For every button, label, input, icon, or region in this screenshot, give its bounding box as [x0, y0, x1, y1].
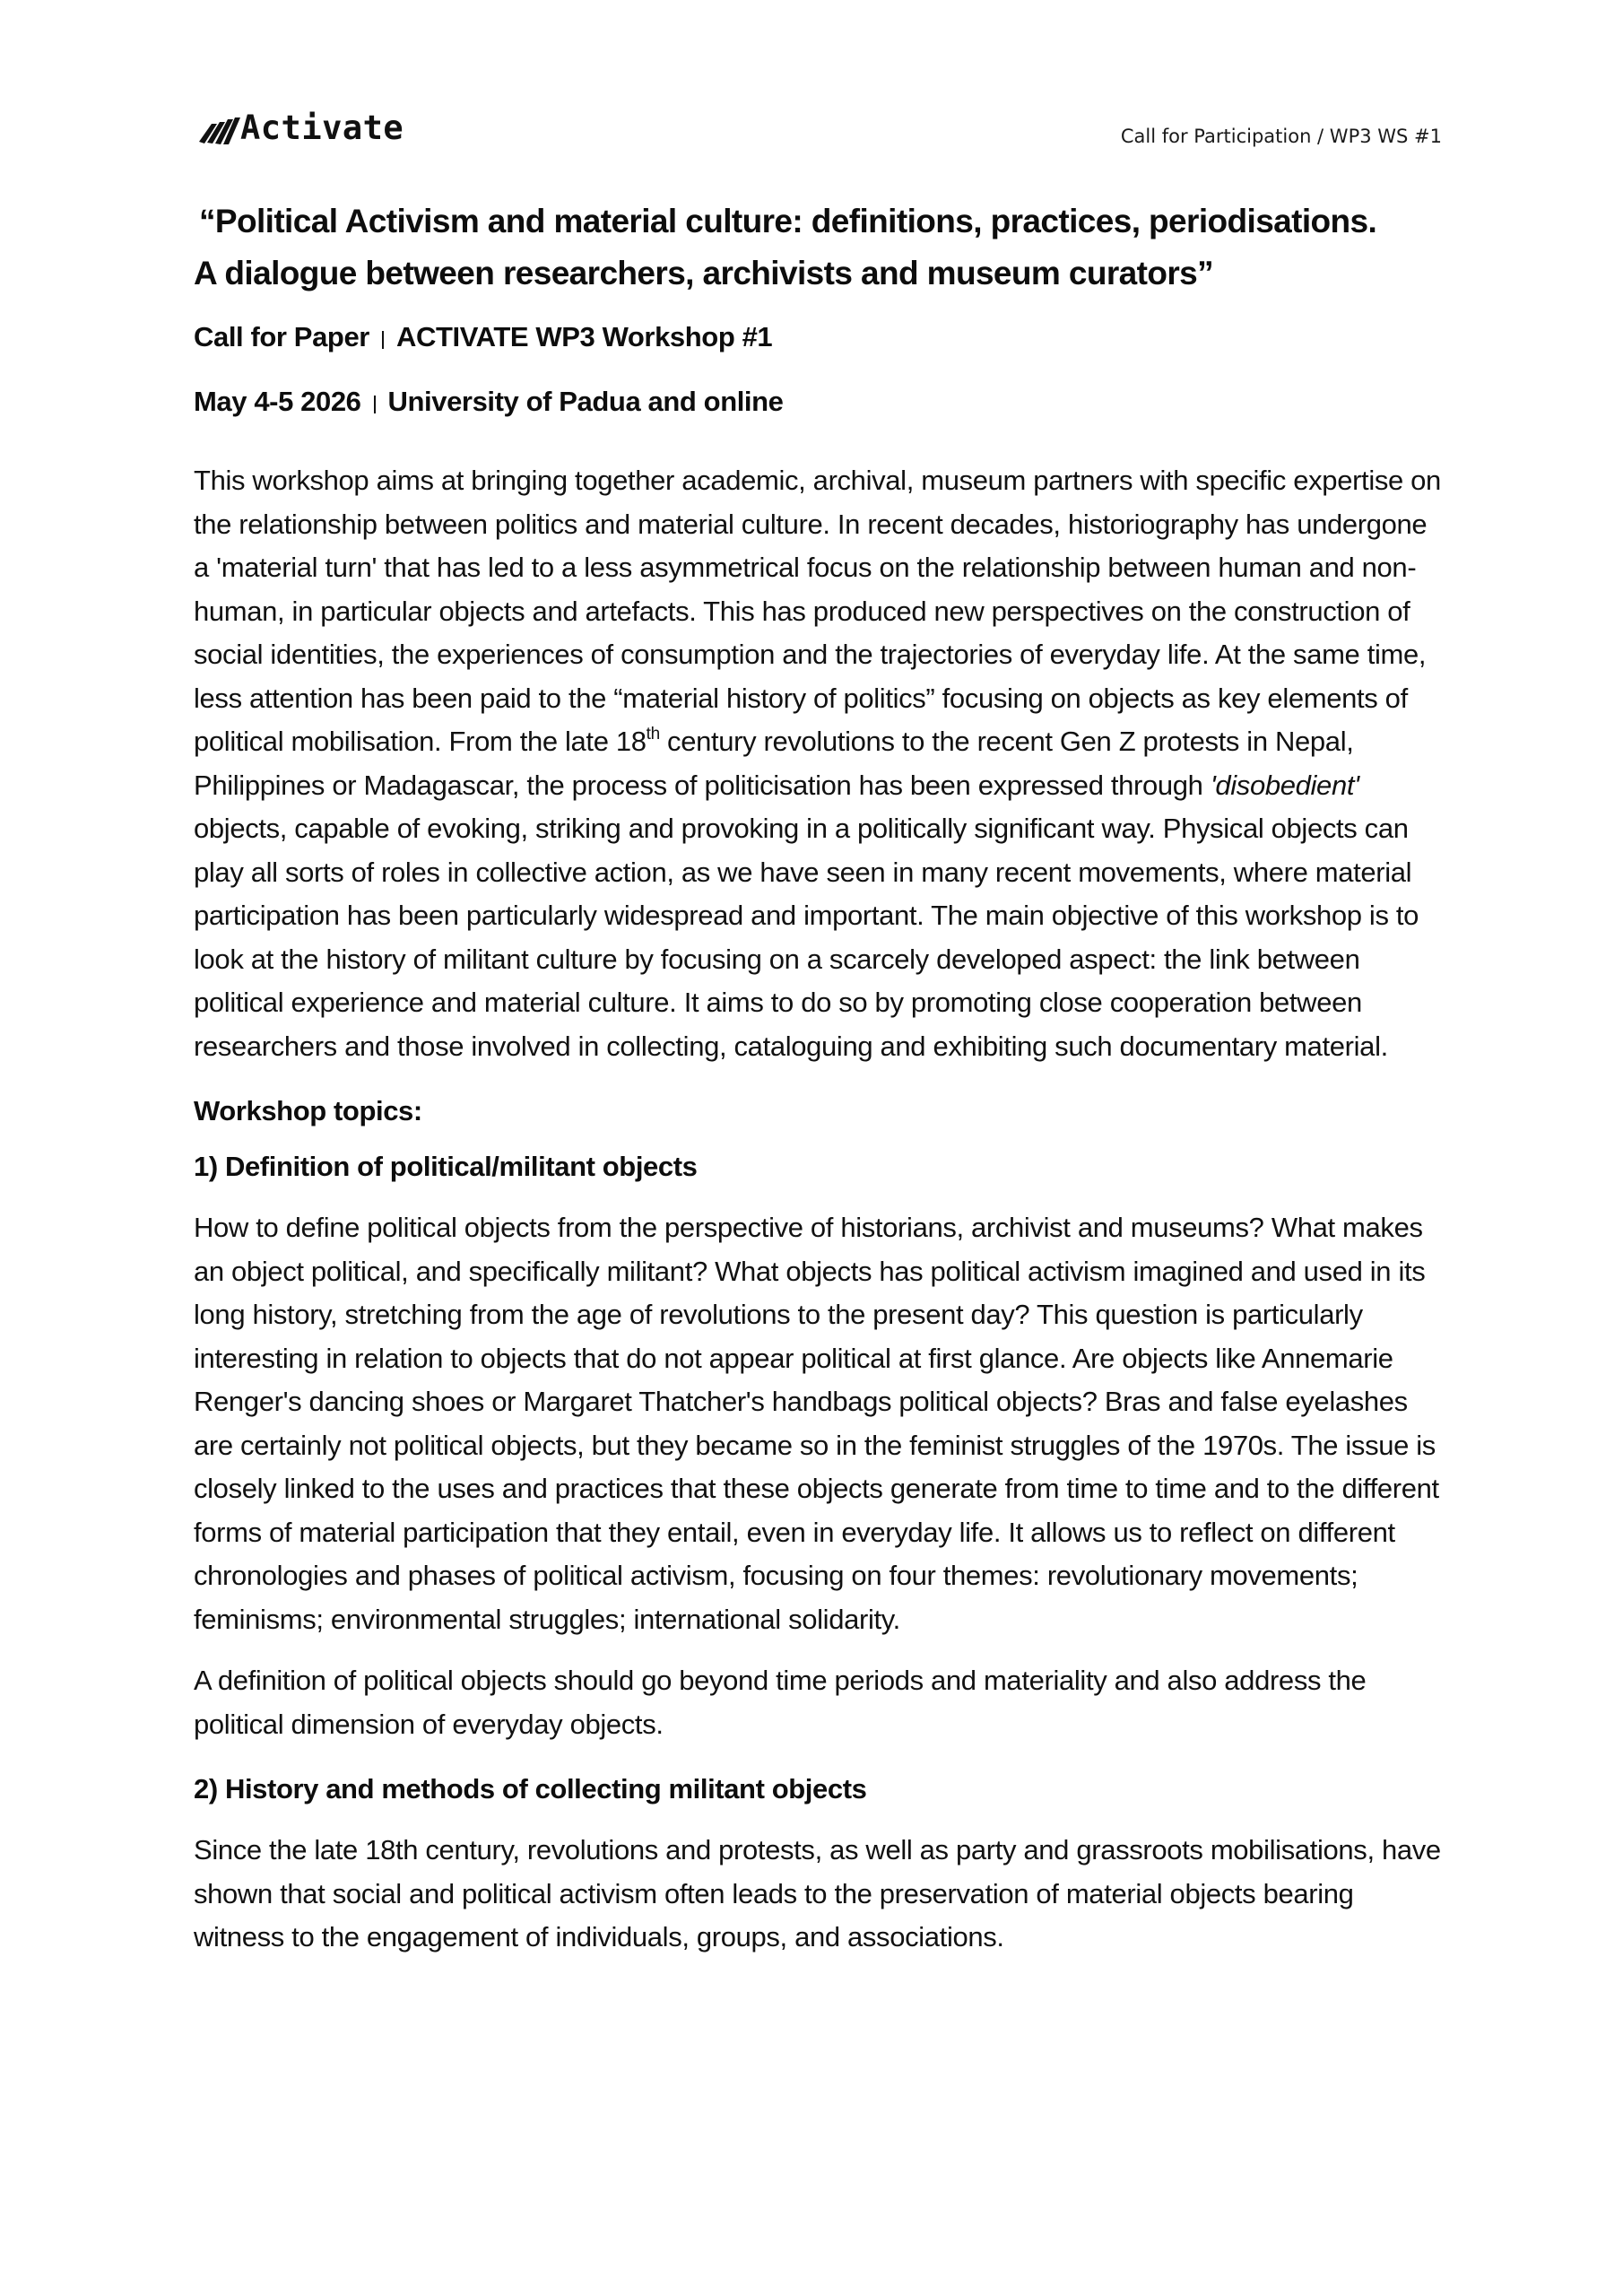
topic-1-paragraph-1: How to define political objects from the perspective of historians, archivist and museums? What makes an object political, and specifically militant? What objects has political activism imagined and used in its long history, stretching from the age of revolutions to the present day? This question is particularly interesting in relation to objects that do not appear political at first glance. Are objects like Annemarie Renger's dancing shoes or Margaret Thatcher's handbags political objects? Bras and false eyelashes are certainly not political objects, but they became so in the feminist struggles of the 1970s. The issue is closely linked to the uses and practices that these objects generate from time to time and to the different forms of material participation that they entail, even in everyday life. It allows us to reflect on different chronologies and phases of political activism, focusing on four themes: revolutionary movements; feminisms; environmental struggles; international solidarity. [194, 1212, 1439, 1635]
intro-text-3: objects, capable of evoking, striking and provoking in a politically significant way. Physical objects can play all sorts of roles in collective action, as we have seen in many recent movements, where material participation has been particularly widespread and important. The main objective of this workshop is to look at the history of militant culture by focusing on a scarcely developed aspect: the link between political experience and material culture. It aims to do so by promoting close cooperation between researchers and those involved in collecting, cataloguing and exhibiting such documentary material. [194, 813, 1419, 1062]
page-header [0, 0, 1623, 179]
topic-2-heading: 2) History and methods of collecting militant objects [194, 1773, 867, 1805]
date-location-line [194, 386, 1449, 418]
intro-text-2: century revolutions to the recent Gen Z protests in Nepal, Philippines or Madagascar, the process of politicisation has been expressed through [194, 726, 1354, 801]
topic-2-paragraph-1: Since the late 18th century, revolutions and protests, as well as party and grassroots mobilisations, have shown that social and political activism often leads to the preservation of material objects bearing witness to the engagement of individuals, groups, and associations. [194, 1834, 1441, 1952]
activate-logo [199, 106, 404, 149]
intro-paragraph [194, 459, 1449, 1068]
event-name: ACTIVATE WP3 Workshop #1 [395, 321, 773, 352]
title-line-1: “Political Activism and material culture: definitions, practices, periodisations. [199, 203, 1377, 239]
document-body [194, 196, 1449, 1960]
event-location: University of Padua and online [387, 386, 784, 417]
activate-stripes-logo-icon [199, 115, 240, 145]
call-type-line [194, 321, 1449, 353]
title-line-2: A dialogue between researchers, archivists and museum curators” [194, 255, 1214, 291]
logo-text: Activate [240, 108, 404, 147]
document-label: Call for Participation / WP3 WS #1 [1120, 126, 1442, 147]
intro-text-1: This workshop aims at bringing together academic, archival, museum partners with specific expertise on the relationship between politics and material culture. In recent decades, historiography has undergone a 'material turn' that has led to a less asymmetrical focus on the relationship between human and non-human, in particular objects and artefacts. This has produced new perspectives on the construction of social identities, the experiences of consumption and the trajectories of everyday life. At the same time, less attention has been paid to the “material history of politics” focusing on objects as key elements of political mobilisation. From the late 18 [194, 465, 1441, 757]
separator-bar [374, 396, 376, 413]
topic-1-heading: 1) Definition of political/militant objects [194, 1151, 698, 1182]
workshop-topics-heading: Workshop topics: [194, 1095, 422, 1126]
intro-italic-term: 'disobedient' [1210, 769, 1359, 801]
page-title [194, 196, 1449, 300]
call-type: Call for Paper [194, 321, 369, 352]
event-date: May 4-5 2026 [194, 386, 361, 417]
separator-bar [382, 331, 384, 349]
ordinal-suffix: th [646, 724, 660, 744]
topic-1-paragraph-2: A definition of political objects should go beyond time periods and materiality and also address the political dimension of everyday objects. [194, 1665, 1367, 1740]
